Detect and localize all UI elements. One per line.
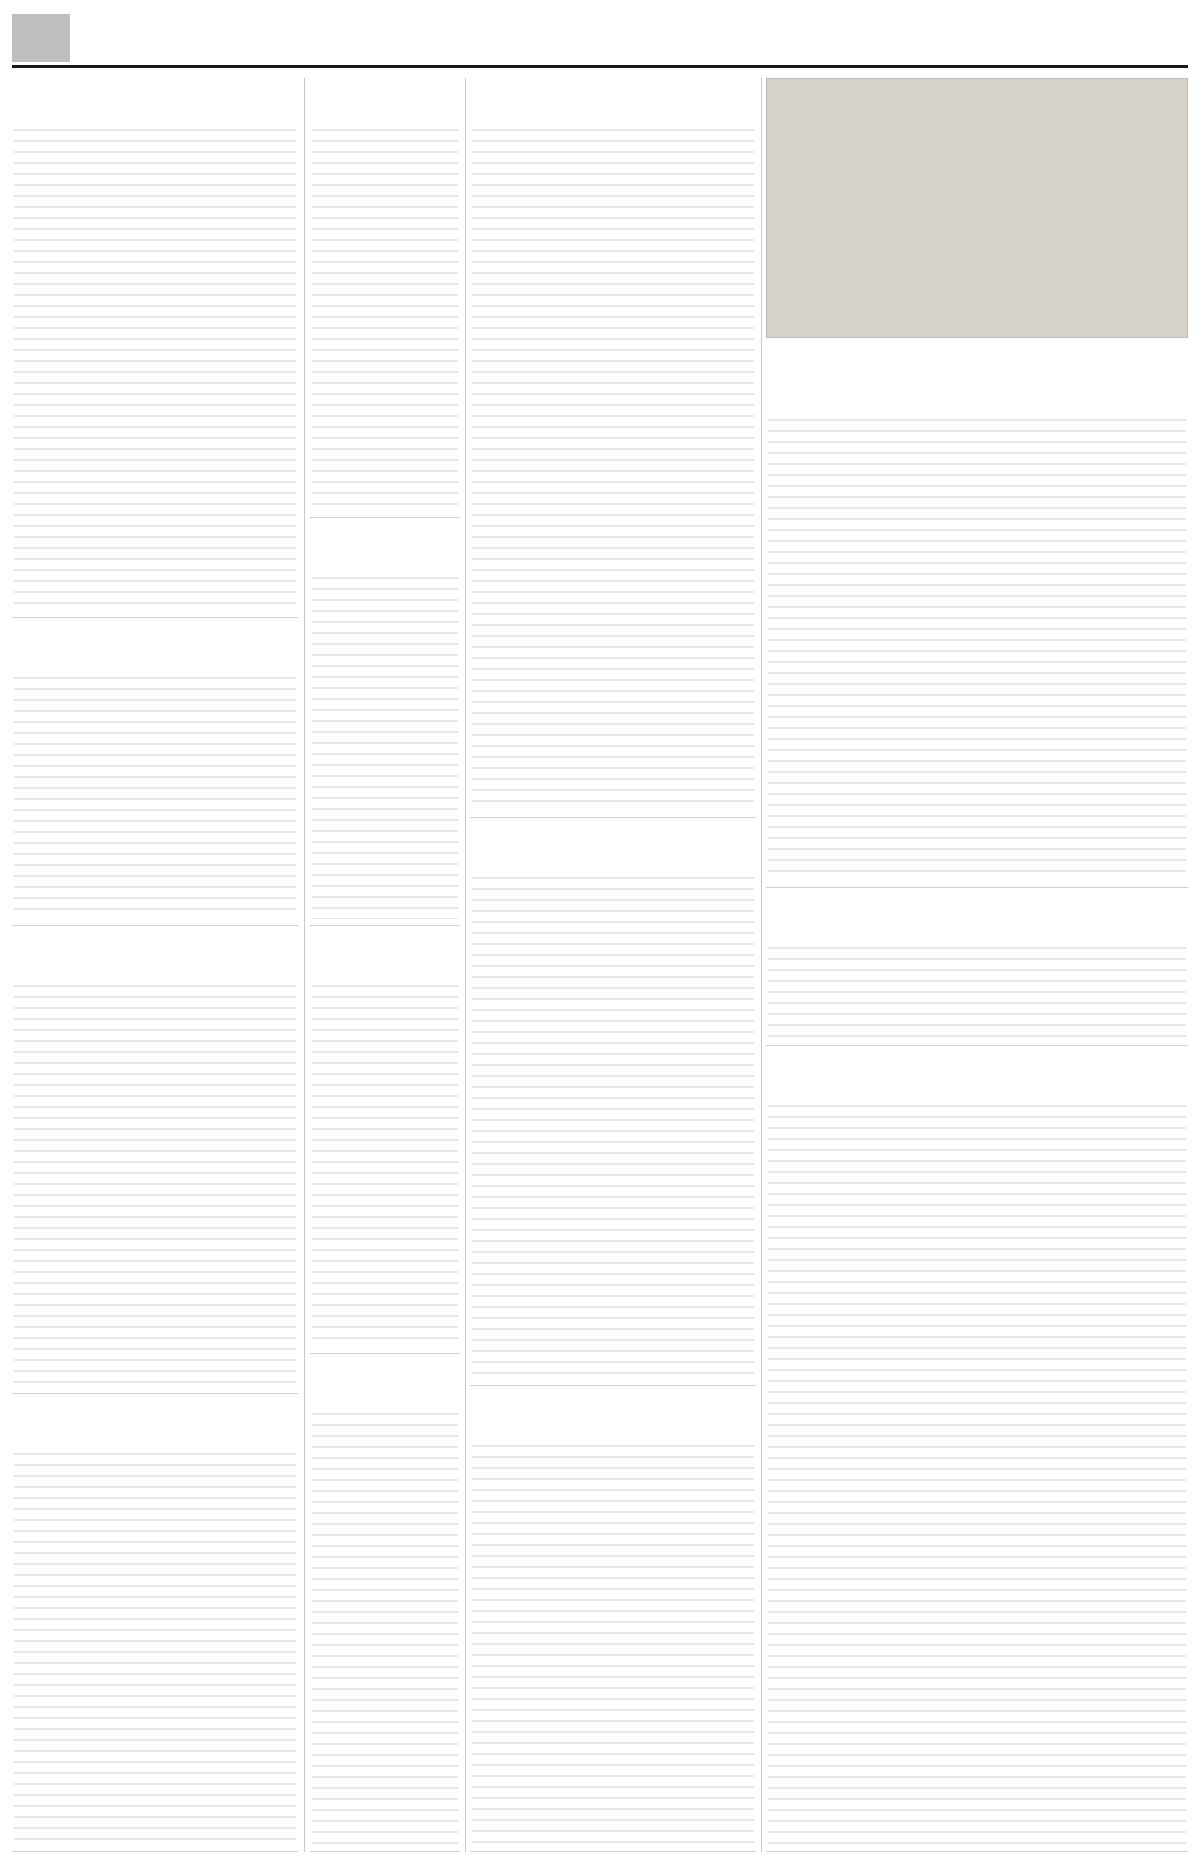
column-2	[310, 78, 460, 1852]
story	[470, 78, 756, 818]
story	[12, 934, 298, 1394]
story	[12, 1402, 298, 1852]
column-divider	[761, 78, 762, 1852]
column-1	[12, 78, 298, 1852]
website-link[interactable]	[82, 40, 502, 58]
story-headline[interactable]	[12, 934, 298, 968]
story-body	[472, 1436, 754, 1845]
news-photo	[766, 78, 1188, 338]
story-headline[interactable]	[310, 78, 460, 112]
story-headline[interactable]	[12, 626, 298, 660]
column-3	[470, 78, 756, 1852]
story-headline[interactable]	[766, 1054, 1188, 1088]
column-4	[766, 78, 1188, 1852]
story	[470, 1394, 756, 1852]
newspaper-logo	[984, 16, 1184, 60]
story-headline[interactable]	[310, 934, 460, 968]
page-number	[12, 14, 70, 62]
story	[766, 896, 1188, 1046]
story	[766, 1054, 1188, 1852]
story-body	[312, 976, 458, 1347]
story	[310, 1362, 460, 1852]
story-headline[interactable]	[310, 1362, 460, 1396]
story	[470, 826, 756, 1386]
story	[310, 526, 460, 926]
story-body	[768, 1096, 1186, 1845]
story-body	[472, 868, 754, 1379]
story	[12, 626, 298, 926]
story-body	[312, 568, 458, 919]
story-headline[interactable]	[470, 78, 756, 112]
story-headline[interactable]	[766, 896, 1188, 930]
story-body	[312, 1404, 458, 1845]
story-body	[14, 120, 296, 611]
story-headline[interactable]	[766, 368, 1188, 402]
column-divider	[304, 78, 305, 1852]
story	[310, 934, 460, 1354]
column-divider	[465, 78, 466, 1852]
story-body	[14, 1444, 296, 1845]
story	[12, 78, 298, 618]
story-headline[interactable]	[470, 826, 756, 860]
story-body	[472, 120, 754, 811]
story	[310, 78, 460, 518]
story-body	[14, 976, 296, 1387]
story-body	[768, 938, 1186, 1039]
story-body	[768, 410, 1186, 881]
photo-caption	[766, 342, 1188, 360]
story-headline[interactable]	[12, 1402, 298, 1436]
story-body	[14, 668, 296, 919]
masthead	[12, 10, 1188, 68]
story-body	[312, 120, 458, 511]
dateline	[82, 18, 502, 38]
story-headline[interactable]	[470, 1394, 756, 1428]
story-headline[interactable]	[310, 526, 460, 560]
story	[766, 368, 1188, 888]
story-headline[interactable]	[12, 78, 298, 112]
